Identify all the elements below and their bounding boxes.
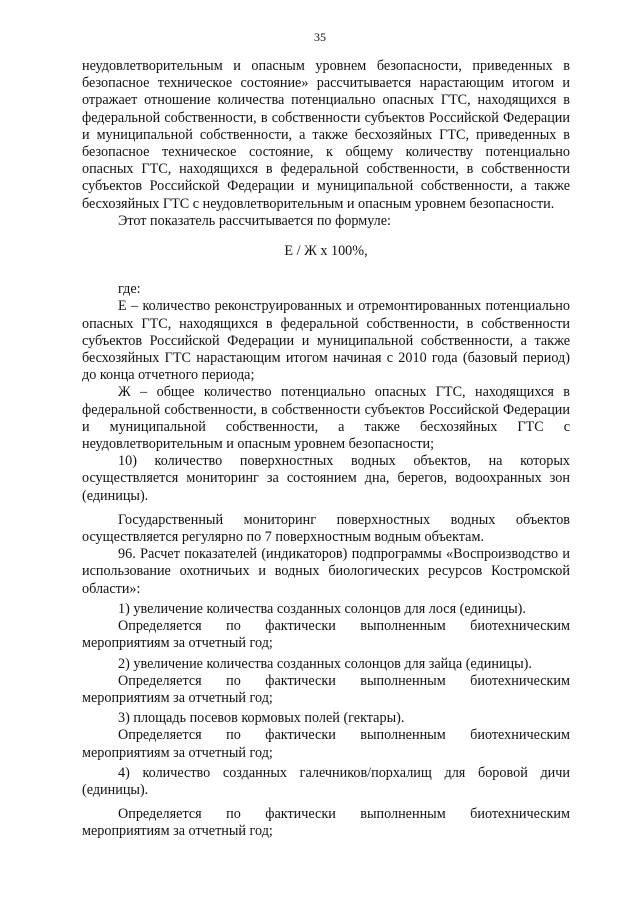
paragraph-where: где: bbox=[118, 281, 141, 298]
subitem-1-definition: Определяется по фактически выполненным биотехническим мероприятиям за отчетный год; bbox=[82, 618, 570, 652]
indicator-10: 10) количество поверхностных водных объектов, на которых осуществляется мониторинг за состоянием дна, берегов, водоохранных зон (единицы). bbox=[82, 453, 570, 504]
definition-zh: Ж – общее количество потенциально опасных ГТС, находящихся в федеральной собственности, в собственности субъектов Российской Федерации и муниципальной собственности, а также бесхозяйных ГТС с неудовлетворительным и опасным уровнем безопасности; bbox=[82, 384, 570, 453]
paragraph-monitoring: Государственный мониторинг поверхностных водных объектов осуществляется регулярно по 7 поверхностным водным объектам. bbox=[82, 511, 570, 546]
formula: Е / Ж х 100%, bbox=[284, 243, 368, 260]
subitem-4: 4) количество созданных галечников/порхалищ для боровой дичи (единицы). bbox=[82, 764, 570, 798]
subitem-3-definition: Определяется по фактически выполненным биотехническим мероприятиям за отчетный год; bbox=[82, 727, 570, 761]
paragraph-intro: неудовлетворительным и опасным уровнем безопасности, приведенных в безопасное техническое состояние» рассчитывается нарастающим итогом и отражает отношение количества потенциально опасных ГТС, находящихся в федеральной собственности, в собственности субъектов Российской Федерации и муниципальной собственности, а также бесхозяйных ГТС, приведенных в безопасное техническое состояние, к общему количеству потенциально опасных ГТС, находящихся в федеральной собственности, в собственности субъектов Российской Федерации и муниципальной собственности, а также бесхозяйных ГТС с неудовлетворительным и опасным уровнем безопасности. bbox=[82, 58, 570, 212]
document-body bbox=[82, 58, 570, 841]
subitem-2-definition: Определяется по фактически выполненным биотехническим мероприятиям за отчетный год; bbox=[82, 672, 570, 706]
paragraph-formula-intro: Этот показатель рассчитывается по формуле: bbox=[118, 212, 391, 229]
subitem-4-definition: Определяется по фактически выполненным биотехническим мероприятиям за отчетный год; bbox=[82, 806, 570, 840]
subitem-2: 2) увеличение количества созданных солонцов для зайца (единицы). bbox=[118, 655, 532, 672]
page-number: 35 bbox=[314, 30, 326, 44]
subitem-3: 3) площадь посевов кормовых полей (гектары). bbox=[118, 710, 405, 727]
definition-e: Е – количество реконструированных и отремонтированных потенциально опасных ГТС, находящихся в федеральной собственности, в собственности субъектов Российской Федерации и муниципальной собственности, а также бесхозяйных ГТС нарастающим итогом начиная с 2010 года (базовый период) до конца отчетного периода; bbox=[82, 298, 570, 384]
subitem-1: 1) увеличение количества созданных солонцов для лося (единицы). bbox=[118, 600, 526, 617]
section-96: 96. Расчет показателей (индикаторов) подпрограммы «Воспроизводство и использование охотничьих и водных биологических ресурсов Костромской области»: bbox=[82, 546, 570, 597]
